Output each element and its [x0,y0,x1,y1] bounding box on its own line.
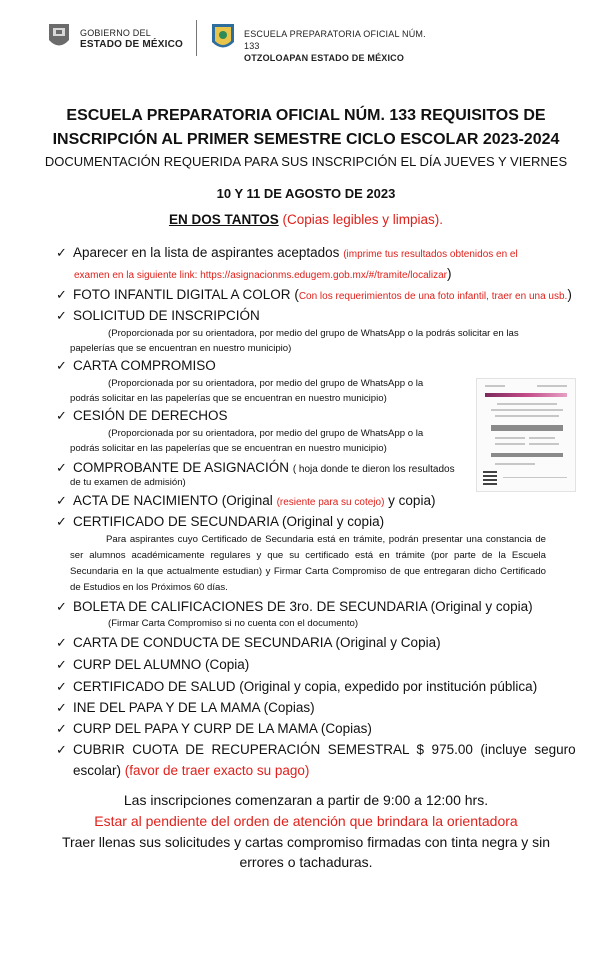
copies-label: EN DOS TANTOS [168,212,279,227]
boleta-note: (Firmar Carta Compromiso si no cuenta con el documento) [108,618,359,629]
carta-note-line2: podrás solicitar en las papelerías que se encuentran en nuestro municipio) [70,393,387,404]
check-icon: ✓ [56,287,67,302]
cesion-note-line2: podrás solicitar en las papelerías que se encuentran en nuestro municipio) [70,443,387,454]
list-item-foto: ✓ FOTO INFANTIL DIGITAL A COLOR (Con los requerimientos de una foto infantil, traer en una usb.) [56,287,572,302]
check-icon: ✓ [56,599,67,614]
check-icon: ✓ [56,408,67,423]
check-icon: ✓ [56,514,67,529]
check-icon: ✓ [56,700,67,715]
list-item-carta: ✓ CARTA COMPROMISO [56,358,216,373]
cuota-note: (favor de traer exacto su pago) [124,763,310,778]
qr-code-icon [483,471,497,485]
assignment-receipt-thumbnail [476,378,576,492]
list-item-curp-padres: ✓ CURP DEL PAPA Y CURP DE LA MAMA (Copias) [56,721,372,736]
copies-instruction [10,212,602,227]
list-item-cuota: ✓ CUBRIR CUOTA DE RECUPERACIÓN SEMESTRAL $ 975.00 (incluye seguro [56,742,576,757]
signing-instructions-line1: Traer llenas sus solicitudes y cartas compromiso firmadas con tinta negra y sin [61,834,551,850]
list-item-acta: ✓ ACTA DE NACIMIENTO (Original (resiente para su cotejo) y copia) [56,493,436,508]
check-icon: ✓ [56,679,67,694]
check-icon: ✓ [56,493,67,508]
copies-note: (Copias legibles y limpias). [282,212,444,227]
page-title: ESCUELA PREPARATORIA OFICIAL NÚM. 133 REQUISITOS DE INSCRIPCIÓN AL PRIMER SEMESTRE CICLO ESCOLAR 2023-2024 [52,107,560,148]
list-item-cesion: ✓ CESIÓN DE DERECHOS [56,408,228,423]
school-shield-logo [210,22,236,54]
list-item-certificado-secundaria: ✓ CERTIFICADO DE SECUNDARIA (Original y copia) [56,514,385,529]
signing-instructions-line2: errores o tachaduras. [239,854,373,870]
check-icon: ✓ [56,358,67,373]
results-link[interactable]: examen en la siguiente link: https://asignacionms.edugem.gob.mx/#/tramite/localizar [74,270,447,281]
attention-order-note: Estar al pendiente del orden de atención que brindara la orientadora [94,813,518,829]
list-item-ine: ✓ INE DEL PAPA Y DE LA MAMA (Copias) [56,700,315,715]
cuota-line2: escolar) (favor de traer exacto su pago) [73,763,310,778]
school-name: ESCUELA PREPARATORIA OFICIAL NÚM. 133 OTZOLOAPAN ESTADO DE MÉXICO [244,29,426,63]
certificado-tramite-note: Para aspirantes cuyo Certificado de Secundaria está en trámite, podrán presentar una constancia de ser alumnos académicamente regulares y que su certificado está en trámite (por parte de la Escuela Secundaria en la que actualmente estudian) y Firmar Carta Compromiso de que entregaran dicho Certificado de Estudios en los Próximos 60 días. [70,534,546,593]
list-item-solicitud: ✓ SOLICITUD DE INSCRIPCIÓN [56,308,260,323]
solicitud-note-line1: (Proporcionada por su orientadora, por medio del grupo de WhatsApp o la podrás solicitar en las [108,328,519,339]
state-coat-of-arms-logo [46,22,72,52]
header-divider [196,20,197,56]
check-icon: ✓ [56,657,67,672]
results-link-note: examen en la siguiente link: https://asignacionms.edugem.gob.mx/#/tramite/localizar) [74,266,452,281]
comprobante-note-line2: de tu examen de admisión) [70,477,186,488]
schedule-note: Las inscripciones comenzaran a partir de 9:00 a 12:00 hrs. [123,792,489,808]
list-item-salud: ✓ CERTIFICADO DE SALUD (Original y copia, expedido por institución pública) [56,679,538,694]
check-icon: ✓ [56,721,67,736]
solicitud-note-line2: papelerías que se encuentran en nuestro municipio) [70,343,292,354]
check-icon: ✓ [56,460,67,475]
check-icon: ✓ [56,635,67,650]
page-subtitle: DOCUMENTACIÓN REQUERIDA PARA SUS INSCRIPCIÓN EL DÍA JUEVES Y VIERNES [44,154,568,169]
government-name: GOBIERNO DEL ESTADO DE MÉXICO [80,28,184,50]
check-icon: ✓ [56,742,67,757]
list-item-curp: ✓ CURP DEL ALUMNO (Copia) [56,657,250,672]
list-item-boleta: ✓ BOLETA DE CALIFICACIONES DE 3ro. DE SECUNDARIA (Original y copia) [56,599,533,614]
check-icon: ✓ [56,308,67,323]
list-item-aspirantes: ✓ Aparecer en la lista de aspirantes aceptados (imprime tus resultados obtenidos en el [56,245,518,260]
list-item-conducta: ✓ CARTA DE CONDUCTA DE SECUNDARIA (Original y Copia) [56,635,441,650]
enrollment-dates: 10 Y 11 DE AGOSTO DE 2023 [216,186,396,201]
list-item-comprobante: ✓ COMPROBANTE DE ASIGNACIÓN ( hoja donde te dieron los resultados [56,460,455,475]
carta-note-line1: (Proporcionada por su orientadora, por medio del grupo de WhatsApp o la [108,378,424,389]
check-icon: ✓ [56,245,67,260]
document-header [44,12,444,62]
cesion-note-line1: (Proporcionada por su orientadora, por medio del grupo de WhatsApp o la [108,428,424,439]
